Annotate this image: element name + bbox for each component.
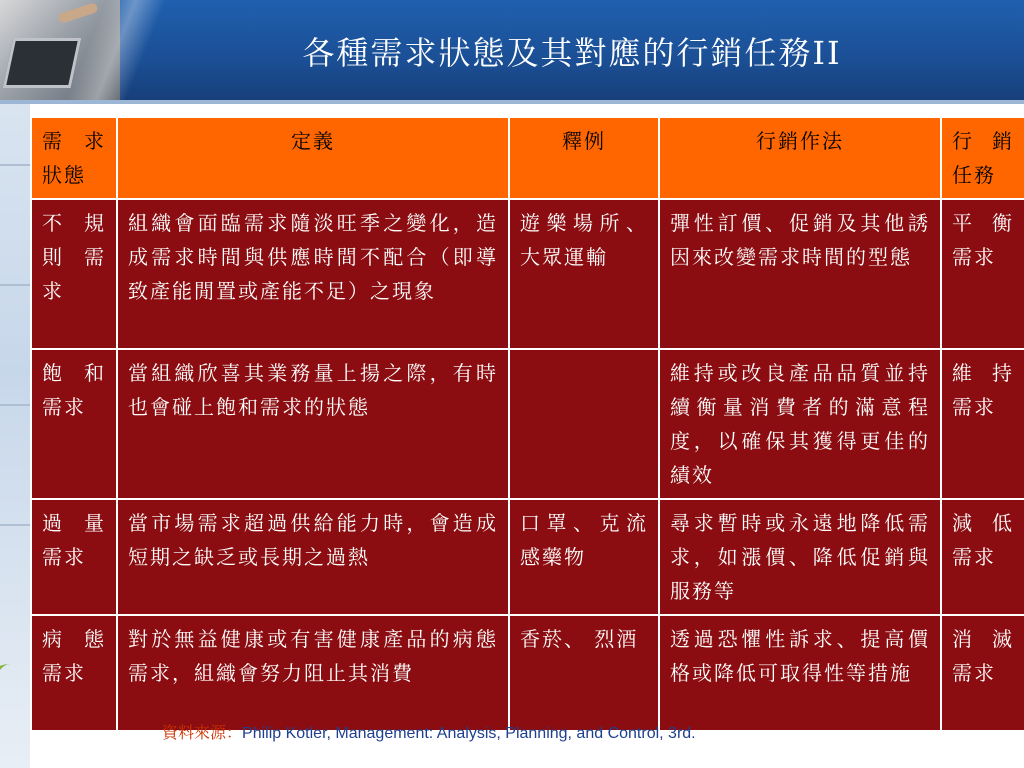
source-citation: [162, 720, 1002, 743]
table-cell: 組織會面臨需求隨淡旺季之變化，造成需求時間與供應時間不配合（即導致產能閒置或產能不足）之現象: [117, 199, 509, 349]
table-cell: 當組織欣喜其業務量上揚之際，有時也會碰上飽和需求的狀態: [117, 349, 509, 499]
table-row: [31, 349, 1024, 499]
table-cell: 減低需求: [941, 499, 1024, 615]
table-cell: [509, 349, 659, 499]
table-row: [31, 499, 1024, 615]
table-cell: 口罩、克流感藥物: [509, 499, 659, 615]
table-cell: 遊樂場所、 大眾運輸: [509, 199, 659, 349]
header-cell: 行銷任務: [941, 117, 1024, 199]
source-label: 資料來源：: [162, 725, 243, 742]
table-cell: 飽和需求: [31, 349, 117, 499]
left-decoration: [0, 104, 30, 768]
slide-title: 各種需求狀態及其對應的行銷任務II: [302, 34, 842, 72]
title-banner: [0, 0, 1024, 100]
table-cell: 當市場需求超過供給能力時，會造成短期之缺乏或長期之過熱: [117, 499, 509, 615]
table-cell: 維持或改良產品品質並持續衡量消費者的滿意程度，以確保其獲得更佳的績效: [659, 349, 941, 499]
header-cell: 需求狀態: [31, 117, 117, 199]
header-cell: 釋例: [509, 117, 659, 199]
source-text: Philip Kotler, Management: Analysis, Planning, and Control, 3rd.: [242, 725, 696, 742]
table-cell: 過量需求: [31, 499, 117, 615]
table-cell: 香菸、 烈酒: [509, 615, 659, 731]
header-cell: 行銷作法: [659, 117, 941, 199]
table-cell: 彈性訂價、促銷及其他誘因來改變需求時間的型態: [659, 199, 941, 349]
table-cell: 不規則需求: [31, 199, 117, 349]
table-row: [31, 199, 1024, 349]
table-cell: 消滅需求: [941, 615, 1024, 731]
table-cell: 對於無益健康或有害健康產品的病態需求，組織會努力阻止其消費: [117, 615, 509, 731]
header-rule: [0, 100, 1024, 104]
table-header-row: [31, 117, 1024, 199]
header-cell: 定義: [117, 117, 509, 199]
table-cell: 平衡需求: [941, 199, 1024, 349]
table-cell: 維持需求: [941, 349, 1024, 499]
table-row: [31, 615, 1024, 731]
table-cell: 透過恐懼性訴求、提高價格或降低可取得性等措施: [659, 615, 941, 731]
demand-table: [30, 116, 1024, 716]
table-cell: 病態需求: [31, 615, 117, 731]
table-cell: 尋求暫時或永遠地降低需求，如漲價、降低促銷與服務等: [659, 499, 941, 615]
